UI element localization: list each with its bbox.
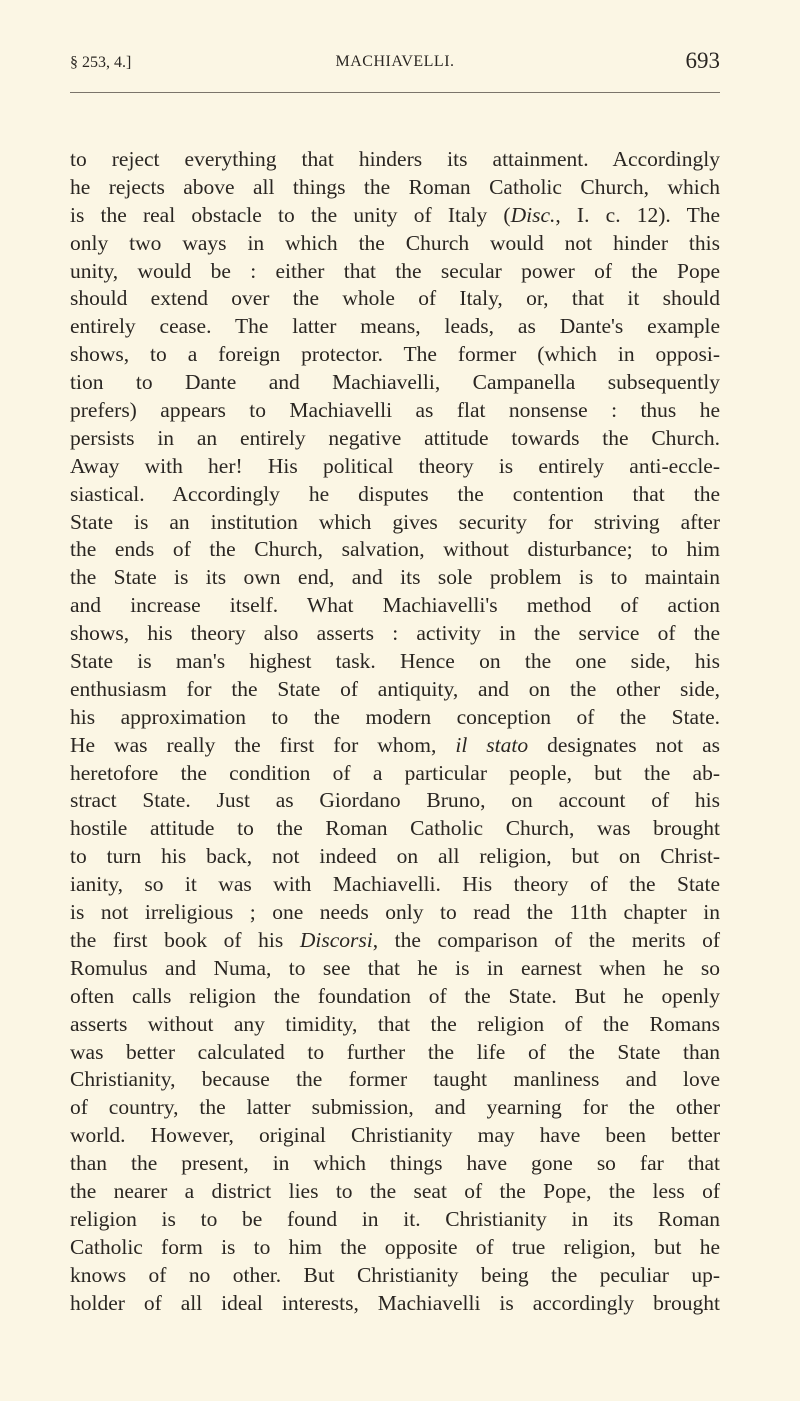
text-segment: persists in an entirely negative attitude towards the Church. [70,425,720,450]
text-line [70,648,720,676]
section-reference: § 253, 4.] [70,54,132,71]
page-number: 693 [685,48,720,73]
text-line [70,453,720,481]
text-line [70,258,720,286]
italic-text: Disc. [510,202,556,227]
text-line [70,732,720,760]
text-line [70,146,720,174]
text-line [70,481,720,509]
text-segment: to turn his back, not indeed on all religion, but on Christ- [70,844,720,869]
text-segment: asserts without any timidity, that the religion of the Romans [70,1011,720,1036]
text-line [70,230,720,258]
text-segment: he rejects above all things the Roman Catholic Church, which [70,174,720,199]
text-segment: He was really the first for whom, [70,732,456,757]
text-segment: world. However, original Christianity may have been better [70,1123,720,1148]
text-segment: State is an institution which gives security for striving after [70,509,720,534]
text-line [70,815,720,843]
text-line [70,285,720,313]
text-segment: holder of all ideal interests, Machiavelli is accordingly brought [70,1290,720,1315]
text-segment: only two ways in which the Church would not hinder this [70,230,720,255]
text-line [70,1262,720,1290]
text-segment: enthusiasm for the State of antiquity, and on the other side, [70,676,720,701]
text-segment: tion to Dante and Machiavelli, Campanella subsequently [70,370,720,395]
text-segment: the State is its own end, and its sole problem is to maintain [70,565,720,590]
text-line [70,202,720,230]
text-line [70,1039,720,1067]
text-line [70,564,720,592]
text-segment: the first book of his [70,927,300,952]
text-segment: entirely cease. The latter means, leads, as Dante's example [70,314,720,339]
text-segment: prefers) appears to Machiavelli as flat nonsense : thus he [70,398,720,423]
italic-text: il stato [455,732,529,757]
text-line [70,369,720,397]
text-segment: is not irreligious ; one needs only to read the 11th chapter in [70,900,720,925]
header-rule [70,92,720,93]
text-line [70,927,720,955]
text-segment: the nearer a district lies to the seat of the Pope, the less of [70,1178,720,1203]
text-line [70,536,720,564]
text-segment: often calls religion the foundation of the State. But he openly [70,983,720,1008]
text-line [70,843,720,871]
text-line [70,983,720,1011]
text-segment: siastical. Accordingly he disputes the contention that the [70,481,720,506]
text-line [70,341,720,369]
text-line [70,676,720,704]
text-line [70,955,720,983]
text-segment: knows of no other. But Christianity being the peculiar up- [70,1262,720,1287]
text-segment: heretofore the condition of a particular people, but the ab- [70,760,720,785]
text-segment: shows, his theory also asserts : activity in the service of the [70,621,720,646]
text-segment: designates not as [528,732,720,757]
text-line [70,1094,720,1122]
text-line [70,1178,720,1206]
italic-text: Discorsi [299,927,373,952]
running-title: MACHIAVELLI. [335,53,455,70]
text-segment: Catholic form is to him the opposite of true religion, but he [70,1234,720,1259]
text-segment: his approximation to the modern conception of the State. [70,704,720,729]
text-segment: the ends of the Church, salvation, without disturbance; to him [70,537,720,562]
text-segment: religion is to be found in it. Christianity in its Roman [70,1206,720,1231]
text-line [70,425,720,453]
text-line [70,313,720,341]
text-segment: , I. c. 12). The [555,202,721,227]
text-segment: is the real obstacle to the unity of Italy ( [70,202,511,227]
text-line [70,704,720,732]
text-segment: of country, the latter submission, and yearning for the other [70,1095,720,1120]
text-segment: shows, to a foreign protector. The former (which in opposi- [70,342,720,367]
text-line [70,871,720,899]
text-line [70,1290,720,1318]
text-line [70,1150,720,1178]
text-line [70,787,720,815]
text-segment: Romulus and Numa, to see that he is in earnest when he so [70,955,720,980]
text-line [70,509,720,537]
text-segment: ianity, so it was with Machiavelli. His theory of the State [70,872,720,897]
text-line [70,1066,720,1094]
text-line [70,1122,720,1150]
running-header [70,48,720,78]
text-line [70,760,720,788]
text-line [70,1011,720,1039]
text-line [70,1234,720,1262]
text-segment: unity, would be : either that the secular power of the Pope [70,258,720,283]
text-segment: than the present, in which things have gone so far that [70,1151,720,1176]
body-text [70,146,720,1317]
text-line [70,592,720,620]
text-segment: stract State. Just as Giordano Bruno, on account of his [70,788,720,813]
text-segment: hostile attitude to the Roman Catholic Church, was brought [70,816,720,841]
text-segment: Away with her! His political theory is entirely anti-eccle- [70,453,720,478]
text-segment: , the comparison of the merits of [372,927,720,952]
text-segment: to reject everything that hinders its attainment. Accordingly [70,147,720,171]
text-segment: and increase itself. What Machiavelli's method of action [70,593,720,618]
text-segment: State is man's highest task. Hence on the one side, his [70,649,720,674]
text-line [70,174,720,202]
text-segment: Christianity, because the former taught manliness and love [70,1067,720,1092]
text-line [70,397,720,425]
text-line [70,620,720,648]
text-line [70,1206,720,1234]
text-segment: should extend over the whole of Italy, or, that it should [70,286,720,311]
text-line [70,899,720,927]
text-segment: was better calculated to further the life of the State than [70,1039,720,1064]
